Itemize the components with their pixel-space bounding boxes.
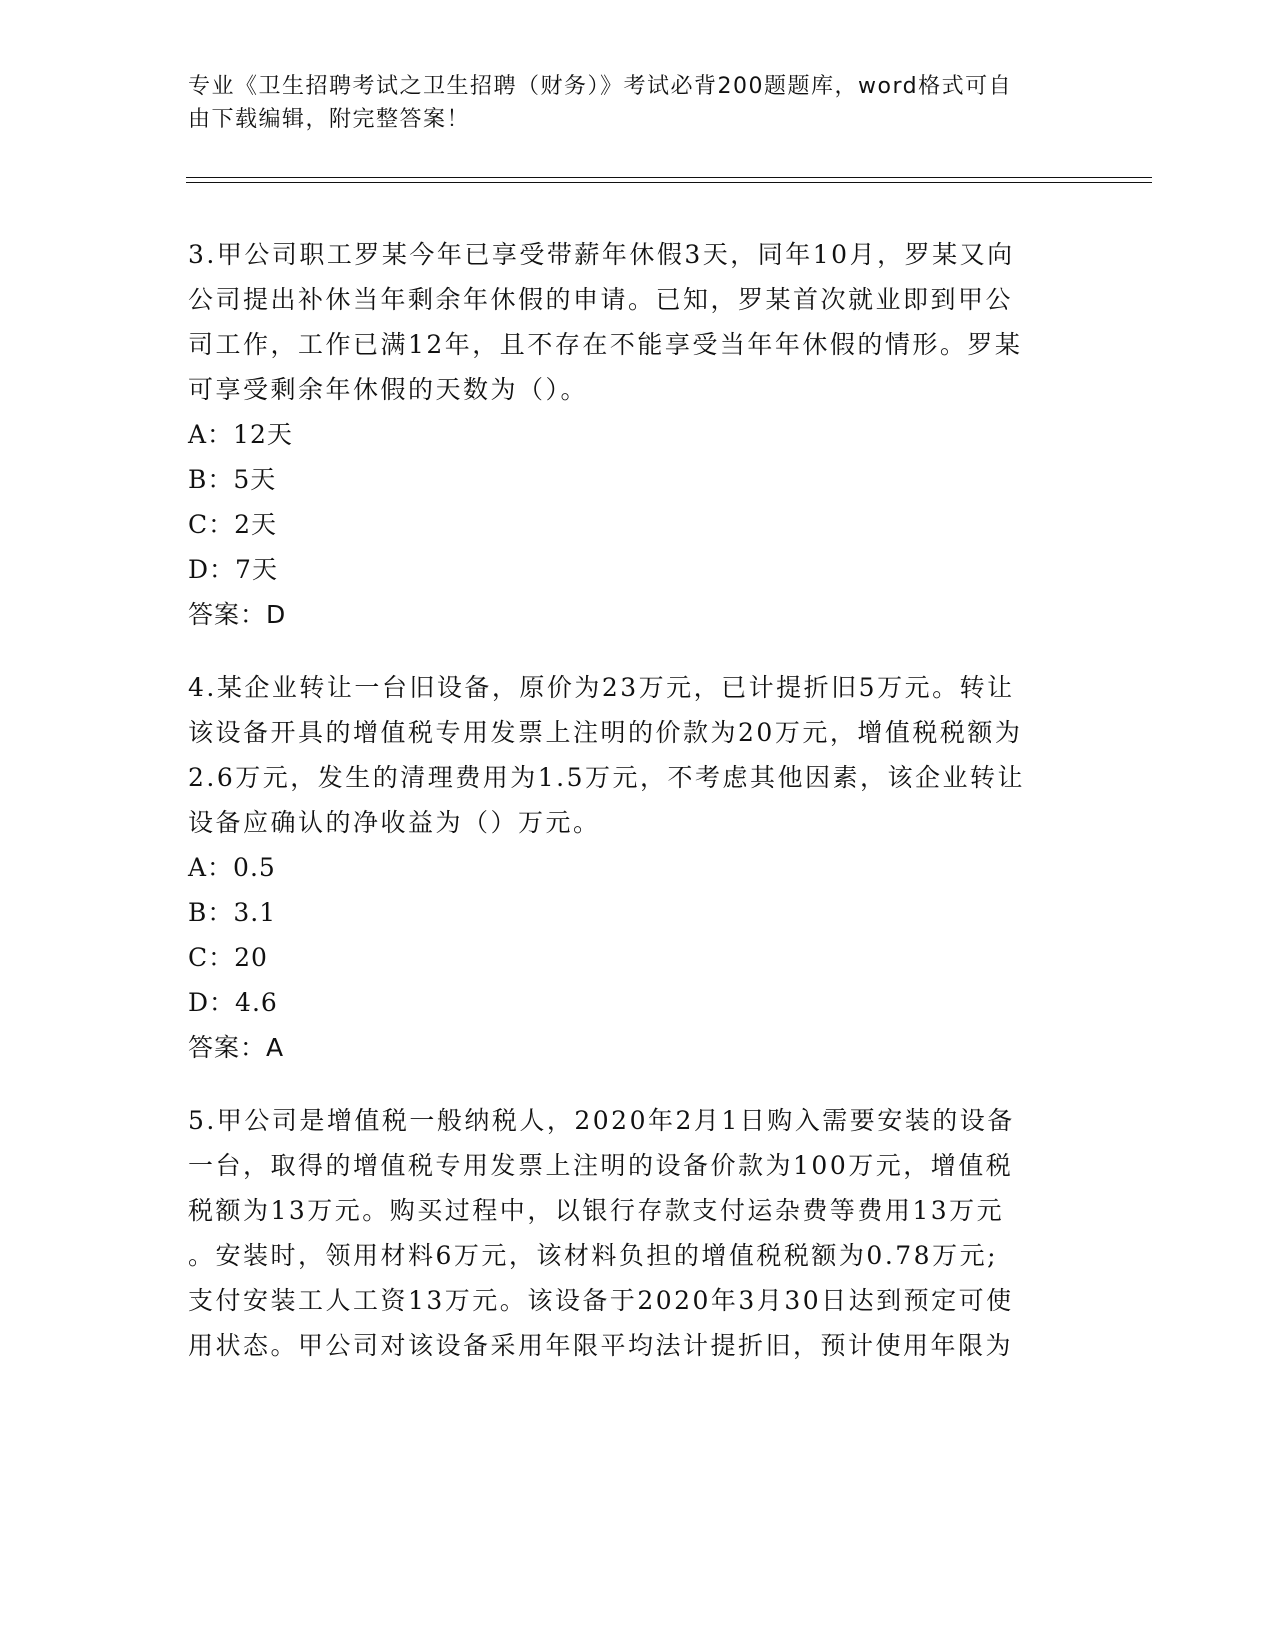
question-list	[188, 232, 1088, 1396]
option-d: D：4.6	[188, 988, 278, 1017]
question-stem-line: 用状态。甲公司对该设备采用年限平均法计提折旧，预计使用年限为	[188, 1331, 1014, 1360]
answer-line: 答案：A	[188, 1033, 285, 1062]
question-stem-line: 3.甲公司职工罗某今年已享受带薪年休假3天，同年10月，罗某又向	[188, 240, 1015, 269]
option-a: A：0.5	[188, 853, 276, 882]
question-5	[188, 1098, 1088, 1368]
question-stem-line: 公司提出补休当年剩余年休假的申请。已知，罗某首次就业即到甲公	[188, 285, 1014, 314]
question-3	[188, 232, 1088, 637]
option-d: D：7天	[188, 555, 278, 584]
header-divider-bottom	[186, 182, 1152, 183]
option-b: B：3.1	[188, 898, 277, 927]
question-stem-line: 一台，取得的增值税专用发票上注明的设备价款为100万元，增值税	[188, 1151, 1014, 1180]
header-title-line-1: 专业《卫生招聘考试之卫生招聘（财务）》考试必背200题题库，word格式可自	[188, 74, 1013, 99]
answer-line: 答案：D	[188, 600, 287, 629]
document-header	[188, 70, 1068, 136]
question-4	[188, 665, 1088, 1070]
option-c: C：20	[188, 943, 268, 972]
question-stem-line: 设备应确认的净收益为（）万元。	[188, 808, 601, 837]
question-stem-line: 该设备开具的增值税专用发票上注明的价款为20万元，增值税税额为	[188, 718, 1023, 747]
question-stem-line: 2.6万元，发生的清理费用为1.5万元，不考虑其他因素，该企业转让	[188, 763, 1026, 792]
question-stem-line: 税额为13万元。购买过程中，以银行存款支付运杂费等费用13万元	[188, 1196, 1005, 1225]
option-a: A：12天	[188, 420, 293, 449]
question-stem-line: 5.甲公司是增值税一般纳税人，2020年2月1日购入需要安装的设备	[188, 1106, 1015, 1135]
question-stem-line: 4.某企业转让一台旧设备，原价为23万元，已计提折旧5万元。转让	[188, 673, 1015, 702]
question-stem-line: 司工作，工作已满12年，且不存在不能享受当年年休假的情形。罗某	[188, 330, 1023, 359]
header-divider-top	[186, 177, 1152, 178]
question-stem-line: 可享受剩余年休假的天数为（）。	[188, 375, 589, 404]
option-c: C：2天	[188, 510, 278, 539]
question-stem-line: 支付安装工人工资13万元。该设备于2020年3月30日达到预定可使	[188, 1286, 1014, 1315]
question-stem-line: 。安装时，领用材料6万元，该材料负担的增值税税额为0.78万元;	[188, 1241, 998, 1270]
header-title-line-2: 由下载编辑，附完整答案！	[188, 107, 471, 132]
option-b: B：5天	[188, 465, 277, 494]
